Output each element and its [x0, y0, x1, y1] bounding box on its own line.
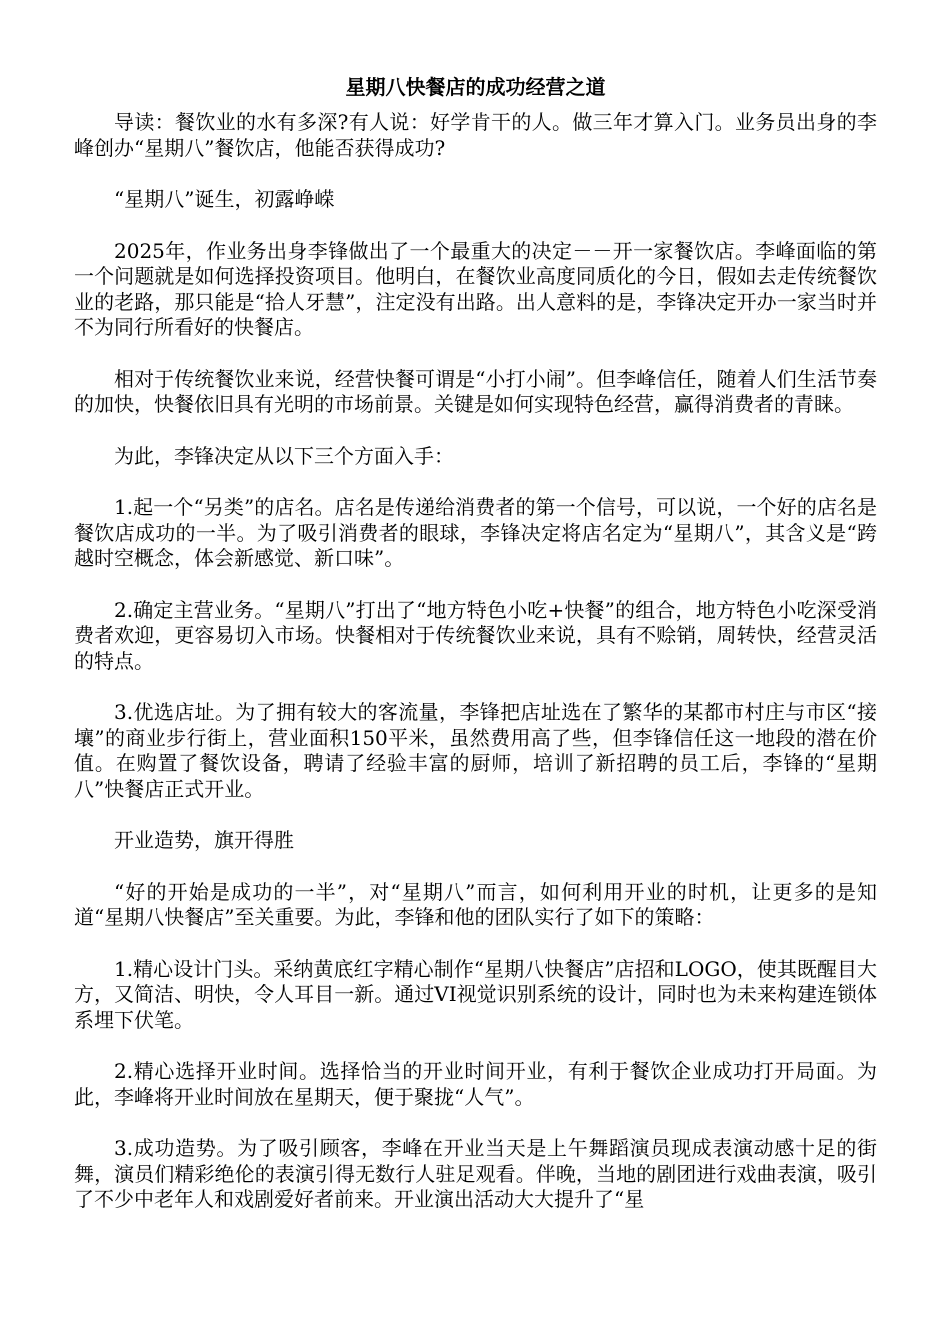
paragraph-fast-food: 相对于传统餐饮业来说，经营快餐可谓是“小打小闹”。但李峰信任，随着人们生活节奏的加快，快餐依旧具有光明的市场前景。关键是如何实现特色经营，赢得消费者的青睐。 — [74, 366, 877, 416]
paragraph-opening-time: 2.精心选择开业时间。选择恰当的开业时间开业，有利于餐饮企业成功打开局面。为此，李峰将开业时间放在星期天，便于聚拢“人气”。 — [74, 1059, 877, 1109]
paragraph-location: 3.优选店址。为了拥有较大的客流量，李锋把店址选在了繁华的某都市村庄与市区“接壤”的商业步行街上，营业面积150平米，虽然费用高了些，但李锋信任这一地段的潜在价值。在购置了餐饮设备，聘请了经验丰富的厨师，培训了新招聘的员工后，李锋的“星期八”快餐店正式开业。 — [74, 700, 877, 801]
paragraph-storefront: 1.精心设计门头。采纳黄底红字精心制作“星期八快餐店”店招和LOGO，使其既醒目大方，又简洁、明快，令人耳目一新。通过VI视觉识别系统的设计，同时也为未来构建连锁体系埋下伏笔。 — [74, 956, 877, 1032]
document-title: 星期八快餐店的成功经营之道 — [345, 75, 606, 99]
section-heading-birth: “星期八”诞生，初露峥嵘 — [114, 187, 335, 211]
paragraph-main-business: 2.确定主营业务。“星期八”打出了“地方特色小吃+快餐”的组合，地方特色小吃深受消费者欢迎，更容易切入市场。快餐相对于传统餐饮业来说，具有不赊销，周转快，经营灵活的特点。 — [74, 597, 877, 673]
paragraph-three-aspects: 为此，李锋决定从以下三个方面入手： — [114, 443, 454, 468]
paragraph-store-name: 1.起一个“另类”的店名。店名是传递给消费者的第一个信号，可以说，一个好的店名是餐饮店成功的一半。为了吸引消费者的眼球，李锋决定将店名定为“星期八”，其含义是“跨越时空概念，体会新感觉、新口味”。 — [74, 495, 877, 570]
section-heading-opening: 开业造势，旗开得胜 — [114, 828, 294, 852]
paragraph-good-start: “好的开始是成功的一半”，对“星期八”而言，如何利用开业的时机，让更多的是知道“星期八快餐店”至关重要。为此，李锋和他的团队实行了如下的策略： — [74, 879, 877, 929]
paragraph-promotion: 3.成功造势。为了吸引顾客，李峰在开业当天是上午舞蹈演员现成表演动感十足的街舞，演员们精彩绝伦的表演引得无数行人驻足观看。伴晚，当地的剧团进行戏曲表演，吸引了不少中老年人和戏剧爱好者前来。开业演出活动大大提升了“星 — [74, 1136, 877, 1211]
document-page — [74, 68, 877, 1239]
paragraph-decision: 2025年，作业务出身李锋做出了一个最重大的决定－－开一家餐饮店。李峰面临的第一个问题就是如何选择投资项目。他明白，在餐饮业高度同质化的今日，假如去走传统餐饮业的老路，那只能是“拾人牙慧”，注定没有出路。出人意料的是，李锋决定开办一家当时并不为同行所看好的快餐店。 — [74, 238, 877, 339]
paragraph-intro: 导读：餐饮业的水有多深?有人说：好学肯干的人。做三年才算入门。业务员出身的李峰创办“星期八”餐饮店，他能否获得成功? — [74, 110, 877, 160]
